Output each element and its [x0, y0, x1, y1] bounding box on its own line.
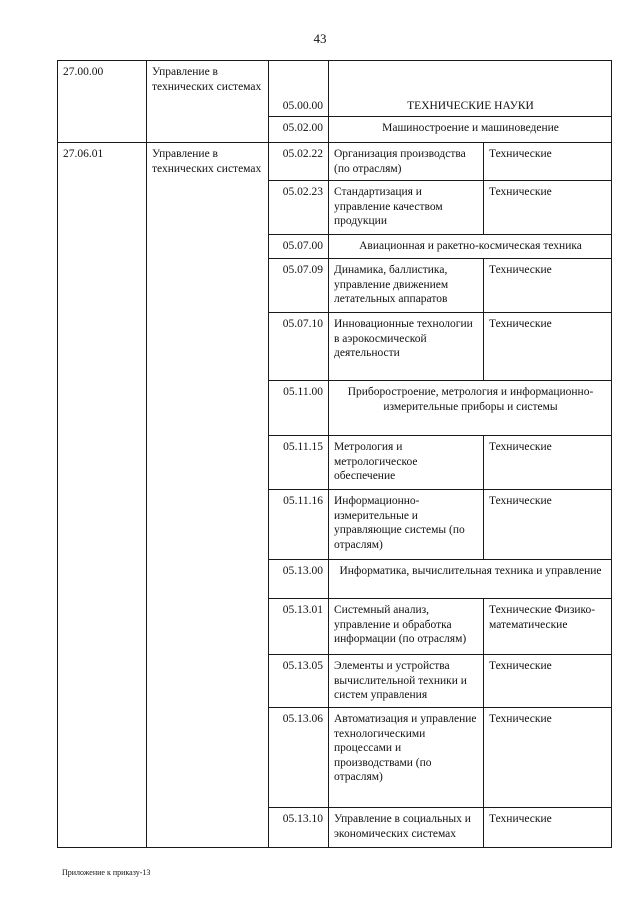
science-code: 05.00.00 [269, 61, 329, 117]
direction-name: Управление в технических системах [147, 143, 269, 848]
science-branch: Технические [484, 490, 612, 560]
direction-code: 27.00.00 [58, 61, 147, 143]
science-branch: Технические Физико-математические [484, 599, 612, 655]
specialty-code: 05.13.10 [269, 808, 329, 848]
specialty-code: 05.02.23 [269, 181, 329, 235]
science-branch: Технические [484, 655, 612, 708]
page-number: 43 [313, 31, 327, 46]
specialty-name: Информационно-измерительные и управляющие системы (по отраслям) [329, 490, 484, 560]
group-code: 05.07.00 [269, 235, 329, 259]
specialty-name: Динамика, баллистика, управление движением летательных аппаратов [329, 259, 484, 313]
science-branch: Технические [484, 181, 612, 235]
specialty-code: 05.11.15 [269, 436, 329, 490]
specialty-code: 05.07.09 [269, 259, 329, 313]
group-code: 05.02.00 [269, 117, 329, 143]
group-code: 05.11.00 [269, 381, 329, 436]
group-name: Авиационная и ракетно-космическая техника [329, 235, 612, 259]
science-branch: Технические [484, 313, 612, 381]
direction-code: 27.06.01 [58, 143, 147, 848]
specialty-code: 05.07.10 [269, 313, 329, 381]
specialty-name: Метрология и метрологическое обеспечение [329, 436, 484, 490]
specialty-code: 05.13.06 [269, 708, 329, 808]
specialty-name: Автоматизация и управление технологическими процессами и производствами (по отраслям) [329, 708, 484, 808]
specialty-name: Управление в социальных и экономических системах [329, 808, 484, 848]
specialty-name: Элементы и устройства вычислительной техники и систем управления [329, 655, 484, 708]
table-row [58, 61, 612, 117]
group-name: Приборостроение, метрология и информационно-измерительные приборы и системы [329, 381, 612, 436]
science-name: ТЕХНИЧЕСКИЕ НАУКИ [329, 61, 612, 117]
science-branch: Технические [484, 143, 612, 181]
footer-note: Приложение к приказу-13 [62, 868, 151, 877]
specialty-code: 05.13.01 [269, 599, 329, 655]
group-name: Машиностроение и машиноведение [329, 117, 612, 143]
specialty-code: 05.11.16 [269, 490, 329, 560]
specialty-name: Инновационные технологии в аэрокосмической деятельности [329, 313, 484, 381]
specialty-name: Стандартизация и управление качеством продукции [329, 181, 484, 235]
science-branch: Технические [484, 259, 612, 313]
group-name: Информатика, вычислительная техника и управление [329, 560, 612, 599]
specialty-name: Организация производства (по отраслям) [329, 143, 484, 181]
specialty-code: 05.13.05 [269, 655, 329, 708]
specialty-name: Системный анализ, управление и обработка информации (по отраслям) [329, 599, 484, 655]
science-branch: Технические [484, 708, 612, 808]
specialty-code: 05.02.22 [269, 143, 329, 181]
group-code: 05.13.00 [269, 560, 329, 599]
science-branch: Технические [484, 808, 612, 848]
specialties-table [57, 60, 612, 848]
table-row [58, 143, 612, 181]
science-branch: Технические [484, 436, 612, 490]
direction-name: Управление в технических системах [147, 61, 269, 143]
